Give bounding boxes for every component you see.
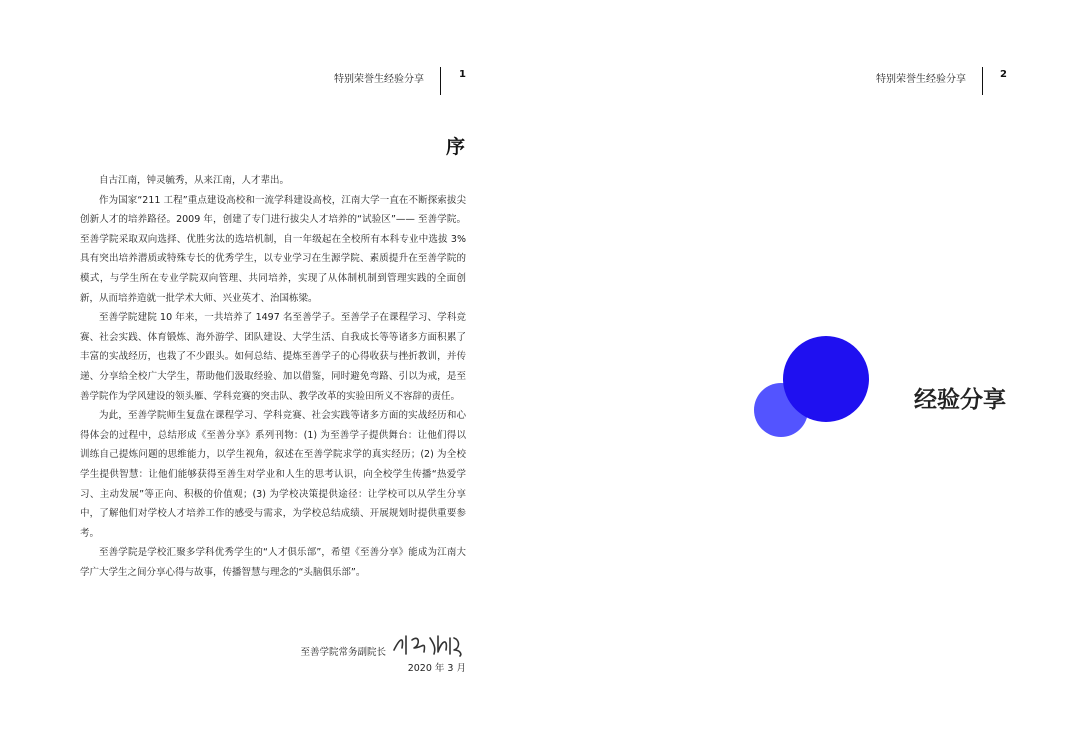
section-title: 经验分享	[914, 387, 1006, 413]
paragraph: 至善学院是学校汇聚多学科优秀学生的“人才俱乐部”，希望《至善分享》能成为江南大学广大学生之间分享心得与故事，传播智慧与理念的“头脑俱乐部”。	[80, 547, 466, 578]
page-number: 1	[459, 69, 466, 80]
preface-body	[80, 171, 466, 582]
sign-date: 2020 年 3 月	[407, 663, 466, 674]
handwritten-signature	[390, 630, 466, 658]
paragraph: 为此，至善学院师生复盘在课程学习、学科竞赛、社会实践等诸多方面的实战经历和心得体会的过程中，总结形成《至善分享》系列刊物：(1) 为至善学子提供舞台：让他们得以训练自己提炼问题的思维能力，以学生视角，叙述在至善学院求学的真实经历；(2) 为全校学生提供智慧：让他们能够获得至善生对学业和人生的思考认识，向全校学生传播“热爱学习、主动发展”等正向、积极的价值观；(3) 为学校决策提供途径：让学校可以从学生分享中，了解他们对学校人才培养工作的感受与需求，为学校总结成绩、开展规划时提供重要参考。	[80, 410, 466, 539]
paragraph: 至善学院建院 10 年来，一共培养了 1497 名至善学子。至善学子在课程学习、学科竞赛、社会实践、体育锻炼、海外游学、团队建设、大学生活、自我成长等等诸多方面积累了丰富的实战经历，也栽了不少跟头。如何总结、提炼至善学子的心得收获与挫折教训，并传递、分享给全校广大学生，帮助他们汲取经验、加以借鉴，同时避免弯路、引以为戒，是至善学院作为学风建设的领头雁、学科竞赛的突击队、教学改革的实验田所义不容辞的责任。	[80, 312, 466, 402]
signer-title: 至善学院常务副院长	[300, 647, 386, 658]
paragraph: 作为国家“211 工程”重点建设高校和一流学科建设高校，江南大学一直在不断探索拔尖创新人才的培养路径。2009 年，创建了专门进行拔尖人才培养的“试验区”—— 至善学院。 至善学院采取双向选择、优胜劣汰的选培机制，自一年级起在全校所有本科专业中选拔 3% 具有突出培养潜质或特殊专长的优秀学生，以专业学习在生源学院、素质提升在至善学院的模式，与学生所在专业学院双向管理、共同培养，实现了从体制机制到管理实践的全面创新，从而培养造就一批学术大师、兴业英才、治国栋梁。	[80, 194, 466, 304]
header-divider	[982, 67, 983, 95]
page-number: 2	[1000, 69, 1007, 80]
header-divider	[440, 67, 441, 95]
right-page	[540, 0, 1080, 756]
signature-block	[300, 630, 466, 674]
preface-title: 序	[446, 136, 466, 158]
header-text: 特别荣誉生经验分享	[334, 74, 424, 85]
header-text: 特别荣誉生经验分享	[876, 74, 966, 85]
decorative-circle-large	[783, 336, 869, 422]
paragraph: 自古江南，钟灵毓秀，从来江南，人才辈出。	[99, 175, 290, 186]
